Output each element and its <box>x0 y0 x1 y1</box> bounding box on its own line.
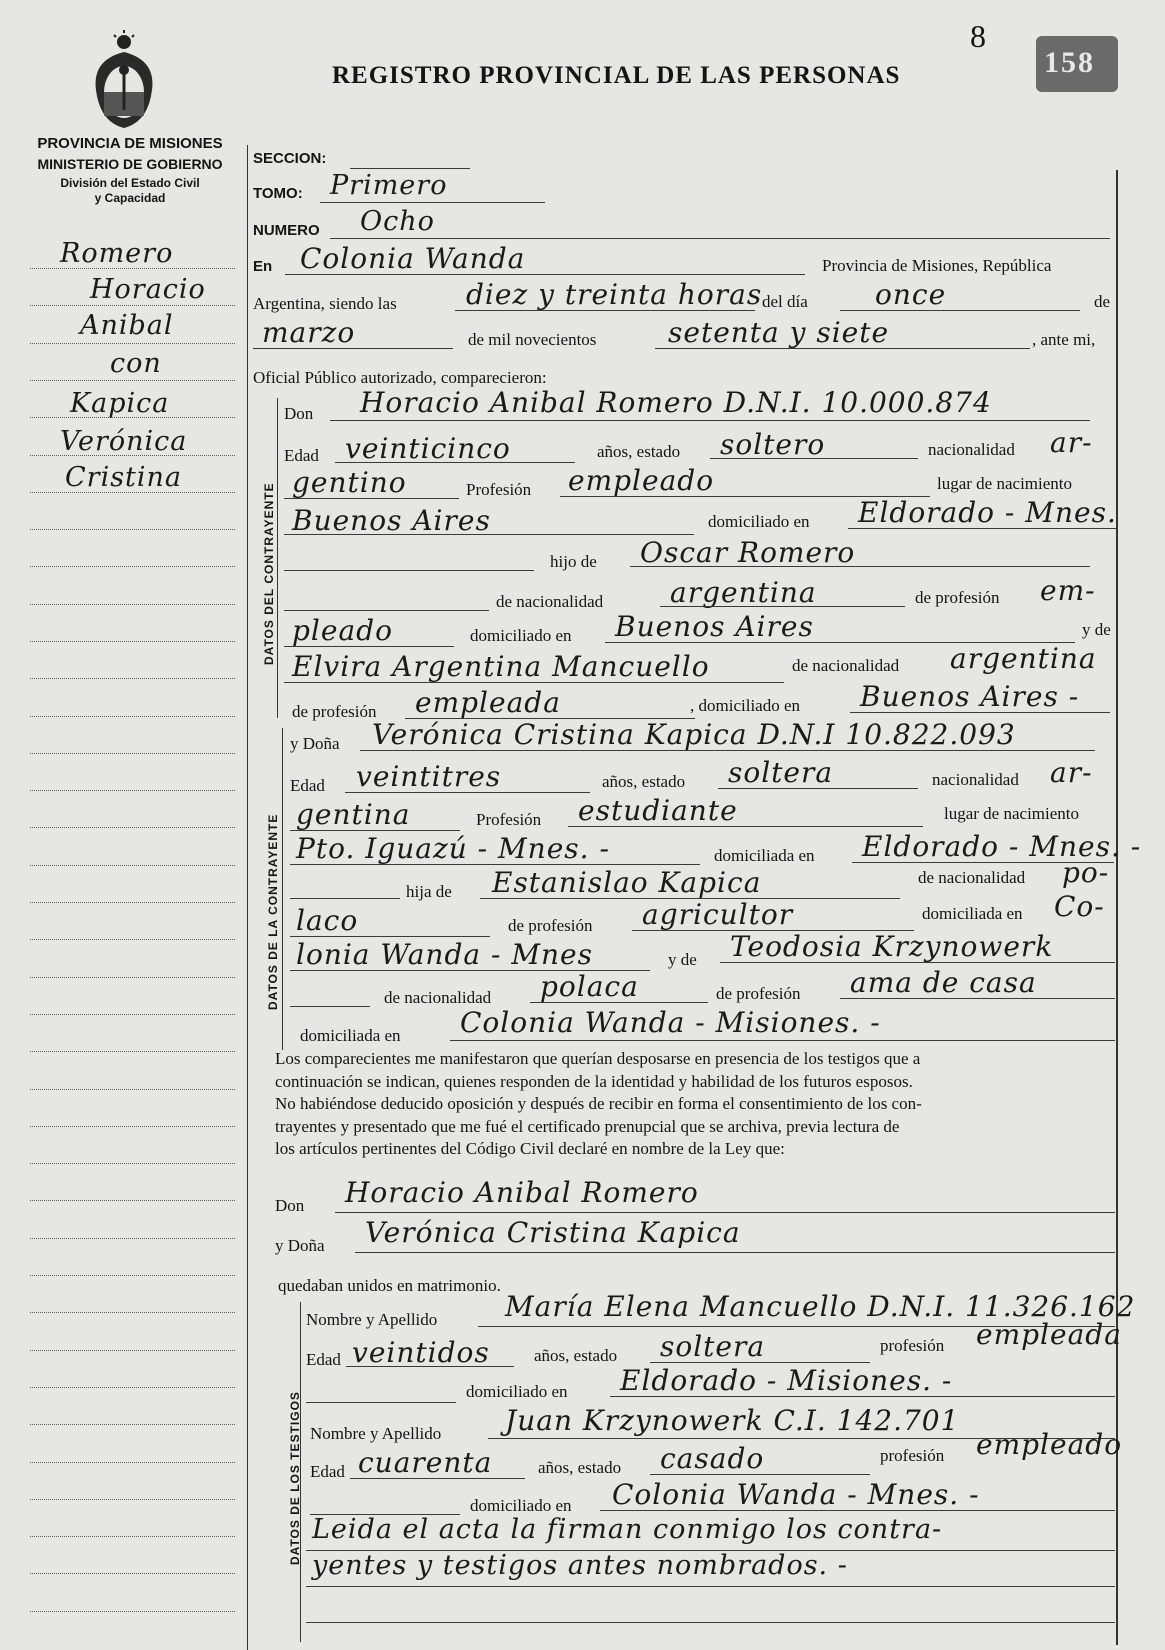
year-value: setenta y siete <box>668 316 890 349</box>
margin-note-line: Cristina <box>65 462 183 493</box>
declaration-line: Los comparecientes me manifestaron que querían desposarse en presencia de los testigos que a <box>275 1049 921 1068</box>
agency-line-4: y Capacidad <box>94 191 166 205</box>
agency-line-3: División del Estado Civil <box>60 176 200 190</box>
groom-mother-value: Elvira Argentina Mancuello <box>292 650 710 683</box>
groom-dom-value: Eldorado - Mnes. <box>858 496 1117 529</box>
margin-rule <box>30 902 235 903</box>
bride-mother-value: Teodosia Krzynowerk <box>730 930 1054 963</box>
groom-dom-label-2: domiciliado en <box>470 626 572 645</box>
agency-block <box>20 135 240 205</box>
w1-dom-value: Eldorado - Misiones. - <box>620 1364 953 1397</box>
margin-rule <box>30 1573 235 1574</box>
declaration-line: No habiéndose deducido oposición y después de recibir en forma el consentimiento de los con- <box>275 1094 922 1113</box>
margin-rule <box>30 1126 235 1127</box>
bride-dona-label: y Doña <box>290 734 340 753</box>
bride-edad-label: Edad <box>290 776 325 795</box>
right-border <box>1116 170 1118 1645</box>
oficial-text: Oficial Público autorizado, comparecieron: <box>253 368 547 387</box>
margin-rule <box>30 604 235 605</box>
bride-y-de-label: y de <box>668 950 697 969</box>
archive-stamp <box>1036 36 1118 92</box>
day-value: once <box>875 278 947 311</box>
document-title: REGISTRO PROVINCIAL DE LAS PERSONAS <box>332 62 901 89</box>
margin-note-line: Kapica <box>70 388 170 419</box>
declaration-text <box>275 1048 922 1161</box>
bride-prof-value: estudiante <box>578 794 738 827</box>
bride-dom-label-3: domiciliada en <box>300 1026 401 1045</box>
closing-note-line: yentes y testigos antes nombrados. - <box>312 1550 848 1581</box>
margin-rule <box>30 865 235 866</box>
del-dia-text: del día <box>762 292 808 311</box>
groom-father-nat: argentina <box>670 576 817 609</box>
seccion-label: SECCION: <box>253 150 327 167</box>
groom-mother-dom: Buenos Aires - <box>860 680 1080 713</box>
groom-name-value: Horacio Anibal Romero D.N.I. 10.000.874 <box>360 386 992 419</box>
month-value: marzo <box>262 316 356 349</box>
declaration-line: los artículos pertinentes del Código Civil declaré en nombre de la Ley que: <box>275 1139 785 1158</box>
bride-de-prof-label: de profesión <box>508 916 593 935</box>
w1-edad-label: Edad <box>306 1350 341 1369</box>
coat-of-arms-icon <box>86 30 162 130</box>
groom-nat-b: gentino <box>292 466 407 499</box>
groom-father-dom: Buenos Aires <box>615 610 814 643</box>
margin-rule <box>30 977 235 978</box>
bride-father-nat-a: po- <box>1062 856 1110 889</box>
margin-divider <box>247 145 248 1650</box>
agency-line-1: PROVINCIA DE MISIONES <box>37 135 223 152</box>
w2-name-value: Juan Krzynowerk C.I. 142.701 <box>505 1404 960 1437</box>
groom-mother-nat: argentina <box>950 642 1097 675</box>
bride-lugar-label: lugar de nacimiento <box>944 804 1080 823</box>
margin-rule <box>30 827 235 828</box>
archive-stamp-number: 158 <box>1044 46 1095 79</box>
bride-father-dom-b: lonia Wanda - Mnes <box>296 938 593 971</box>
bride-age-value: veintitres <box>356 760 502 793</box>
w1-prof-value: empleada <box>976 1318 1122 1351</box>
bride-nat-b: gentina <box>296 798 411 831</box>
page-number: 8 <box>970 18 986 54</box>
margin-note-line: Romero <box>60 238 174 269</box>
margin-rule <box>30 753 235 754</box>
en-label: En <box>253 258 273 275</box>
w1-domicilio-label: domiciliado en <box>466 1382 568 1401</box>
margin-rule <box>30 305 235 306</box>
de-mil-text: de mil novecientos <box>468 330 597 349</box>
bride-father-value: Estanislao Kapica <box>492 866 762 899</box>
w1-profesion-label: profesión <box>880 1336 945 1355</box>
declaration-line: continuación se indican, quienes responden de la identidad y habilidad de los futuros esposos. <box>275 1071 913 1091</box>
declaration-bride-value: Verónica Cristina Kapica <box>365 1216 741 1249</box>
bride-mother-nat: polaca <box>540 970 639 1003</box>
tomo-value: Primero <box>330 170 448 201</box>
w1-age-value: veintidos <box>352 1336 490 1369</box>
bride-father-dom-a: Co- <box>1054 890 1105 923</box>
bride-state-value: soltera <box>728 756 834 789</box>
bride-bracket <box>282 728 283 1050</box>
groom-nacionalidad-label: nacionalidad <box>928 440 1015 459</box>
groom-bracket <box>277 398 278 718</box>
groom-de-prof-label-2: de profesión <box>292 702 377 721</box>
bride-nat-a: ar- <box>1050 756 1093 789</box>
groom-prof-value: empleado <box>568 464 715 497</box>
groom-profesion-label: Profesión <box>466 480 532 499</box>
margin-rule <box>30 1536 235 1537</box>
margin-note-line: Horacio <box>90 274 206 305</box>
margin-rule <box>30 641 235 642</box>
groom-father-prof-b: pleado <box>292 614 393 647</box>
bride-father-nat-b: laco <box>296 904 359 937</box>
w2-anos-estado: años, estado <box>538 1458 622 1477</box>
w2-nombre-label: Nombre y Apellido <box>310 1424 442 1443</box>
margin-rule <box>30 1014 235 1015</box>
margin-rule <box>30 1424 235 1425</box>
margin-rule <box>30 566 235 567</box>
groom-y-de-label: y de <box>1082 620 1111 639</box>
hour-value: diez y treinta horas <box>466 278 763 311</box>
tomo-label: TOMO: <box>253 185 303 202</box>
margin-rule <box>30 343 235 344</box>
groom-nat-a: ar- <box>1050 426 1093 459</box>
margin-rule <box>30 1312 235 1313</box>
w1-name-value: María Elena Mancuello D.N.I. 11.326.162 <box>505 1290 1136 1323</box>
groom-edad-label: Edad <box>284 446 319 465</box>
w1-nombre-label: Nombre y Apellido <box>306 1310 438 1329</box>
bride-de-nac-label: de nacionalidad <box>918 868 1026 887</box>
bride-mother-dom: Colonia Wanda - Misiones. - <box>460 1006 881 1039</box>
bride-domicilio-label: domiciliada en <box>714 846 815 865</box>
groom-dom-label-3: , domiciliado en <box>690 696 801 715</box>
argentina-text: Argentina, siendo las <box>253 294 397 313</box>
groom-anos-estado: años, estado <box>597 442 681 461</box>
declaration-groom-value: Horacio Anibal Romero <box>345 1176 699 1209</box>
groom-hijo-label: hijo de <box>550 552 597 571</box>
bride-hija-label: hija de <box>406 882 452 901</box>
margin-rule <box>30 1462 235 1463</box>
de-text: de <box>1094 292 1111 311</box>
bride-birth-value: Pto. Iguazú - Mnes. - <box>296 832 610 865</box>
margin-rule <box>30 380 235 381</box>
groom-don-label: Don <box>284 404 314 423</box>
bride-de-nac-label-2: de nacionalidad <box>384 988 492 1007</box>
bride-nacionalidad-label: nacionalidad <box>932 770 1019 789</box>
place-value: Colonia Wanda <box>300 242 526 275</box>
numero-label: NUMERO <box>253 222 320 239</box>
margin-rule <box>30 678 235 679</box>
witness-section-label: DATOS DE LOS TESTIGOS <box>288 1391 302 1565</box>
province-text: Provincia de Misiones, República <box>822 256 1052 275</box>
declaration-closing: quedaban unidos en matrimonio. <box>278 1276 501 1295</box>
groom-de-nac-label-2: de nacionalidad <box>792 656 900 675</box>
bride-section-label: DATOS DE LA CONTRAYENTE <box>266 813 280 1010</box>
w1-state-value: soltera <box>660 1330 766 1363</box>
margin-rule <box>30 1611 235 1612</box>
numero-value: Ocho <box>360 206 435 237</box>
margin-rule <box>30 1051 235 1052</box>
declaration-don-label: Don <box>275 1196 305 1215</box>
groom-lugar-label: lugar de nacimiento <box>937 474 1073 493</box>
bride-father-prof: agricultor <box>642 898 794 931</box>
bride-dom-label-2: domiciliada en <box>922 904 1023 923</box>
bride-mother-prof: ama de casa <box>850 966 1037 999</box>
declaration-dona-label: y Doña <box>275 1236 325 1255</box>
groom-birth-value: Buenos Aires <box>292 504 491 537</box>
w2-edad-label: Edad <box>310 1462 345 1481</box>
w2-domicilio-label: domiciliado en <box>470 1496 572 1515</box>
margin-rule <box>30 1499 235 1500</box>
margin-rule <box>30 1238 235 1239</box>
groom-father-value: Oscar Romero <box>640 536 856 569</box>
groom-de-prof-label: de profesión <box>915 588 1000 607</box>
bride-de-prof-label-2: de profesión <box>716 984 801 1003</box>
margin-rule <box>30 790 235 791</box>
ante-mi-text: , ante mi, <box>1032 330 1096 349</box>
w2-state-value: casado <box>660 1442 765 1475</box>
margin-rule <box>30 1163 235 1164</box>
margin-rule <box>30 1200 235 1201</box>
margin-rule <box>30 1275 235 1276</box>
groom-de-nac-label: de nacionalidad <box>496 592 604 611</box>
closing-note-line: Leida el acta la firman conmigo los contra- <box>312 1514 943 1545</box>
margin-rule <box>30 1387 235 1388</box>
bride-profesion-label: Profesión <box>476 810 542 829</box>
margin-rule <box>30 939 235 940</box>
margin-rule <box>30 1350 235 1351</box>
margin-rule <box>30 1089 235 1090</box>
w2-prof-value: empleado <box>976 1428 1123 1461</box>
w2-age-value: cuarenta <box>358 1446 493 1479</box>
margin-note-line: Anibal <box>80 310 174 341</box>
w1-anos-estado: años, estado <box>534 1346 618 1365</box>
bride-dom-value: Eldorado - Mnes. - <box>862 830 1142 863</box>
groom-mother-prof: empleada <box>415 686 561 719</box>
bride-name-value: Verónica Cristina Kapica D.N.I 10.822.093 <box>372 718 1016 751</box>
margin-rule <box>30 529 235 530</box>
groom-domicilio-label: domiciliado en <box>708 512 810 531</box>
bride-anos-estado: años, estado <box>602 772 686 791</box>
declaration-line: trayentes y presentado que me fué el certificado prenupcial que se archiva, previa lectura de <box>275 1116 900 1136</box>
groom-state-value: soltero <box>720 428 826 461</box>
margin-note-line: con <box>110 348 162 379</box>
margin-note-line: Verónica <box>60 426 188 457</box>
margin-rule <box>30 716 235 717</box>
w2-profesion-label: profesión <box>880 1446 945 1465</box>
agency-line-2: MINISTERIO DE GOBIERNO <box>37 156 223 172</box>
w2-dom-value: Colonia Wanda - Mnes. - <box>612 1478 980 1511</box>
groom-father-prof-a: em- <box>1040 574 1096 607</box>
groom-age-value: veinticinco <box>345 432 511 465</box>
groom-section-label: DATOS DEL CONTRAYENTE <box>262 482 276 665</box>
